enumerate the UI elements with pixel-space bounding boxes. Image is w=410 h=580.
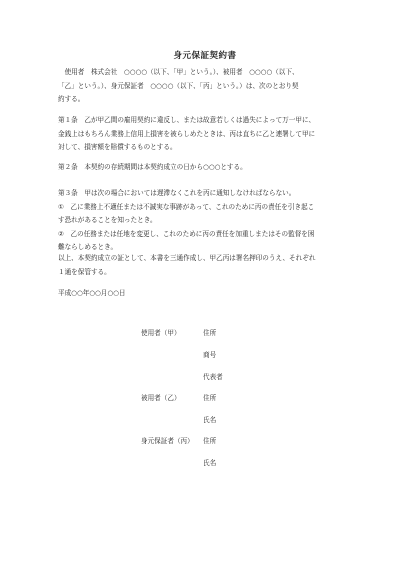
article-3-line: 難ならしめるとき。: [58, 243, 118, 251]
article-3: [58, 187, 358, 255]
article-1-line: 対して、損害額を賠償するものとする。: [58, 143, 177, 151]
employee-name-field: 氏名: [203, 416, 217, 424]
article-1-line: 金銭上はもちろん業務上信用上損害を被らしめたときは、丙は直ちに乙と連署して甲に: [58, 129, 316, 138]
preamble-line: 「乙」という。）、身元保証者 ○○○○（以下、「丙」という。）は、次のとおり契: [58, 81, 299, 90]
preamble-line: 使用者 株式会社 ○○○○（以下、「甲」という。）、被用者 ○○○○（以下、: [58, 68, 299, 76]
guarantor-label: 身元保証者（丙）: [141, 437, 194, 445]
article-1: [58, 114, 358, 155]
employer-company-field: 商号: [203, 351, 217, 359]
contract-date: 平成○○年○○月○○日: [58, 289, 126, 297]
article-3-line: す恐れがあることを知ったとき。: [58, 216, 157, 224]
guarantor-name-field: 氏名: [203, 459, 217, 467]
article-3-line: 第３条 甲は次の場合においては遅滞なくこれを丙に通知しなければならない。: [58, 189, 296, 197]
preamble-line: 約する。: [58, 95, 85, 103]
closing-line: １通を保管する。: [58, 267, 111, 276]
article-3-line: ① 乙に業務上不適任または不誠実な事跡があって、これのために丙の責任を引き起こ: [58, 202, 315, 211]
preamble-paragraph: [58, 66, 358, 107]
employer-label: 使用者（甲）: [141, 329, 181, 337]
article-2-line: 第２条 本契約の存続期間は本契約成立の日から○○○とする。: [58, 163, 247, 171]
guarantor-address-field: 住所: [203, 437, 217, 445]
article-2: [58, 161, 358, 175]
article-1-line: 第１条 乙が甲乙間の雇用契約に違反し、または故意若しくは過失によって万一甲に、: [58, 116, 316, 124]
document-title: 身元保証契約書: [173, 51, 237, 61]
employee-address-field: 住所: [203, 394, 217, 402]
closing-line: 以上、本契約成立の証として、本書を三通作成し、甲乙丙は署名押印のうえ、それぞれ: [58, 254, 316, 262]
article-3-line: ② 乙の任務または任地を変更し、これのために丙の責任を加重しまたはその監督を困: [58, 229, 315, 238]
employer-representative-field: 代表者: [203, 373, 223, 381]
employee-label: 被用者（乙）: [141, 394, 181, 402]
employer-address-field: 住所: [203, 329, 217, 337]
closing-paragraph: [58, 252, 358, 279]
